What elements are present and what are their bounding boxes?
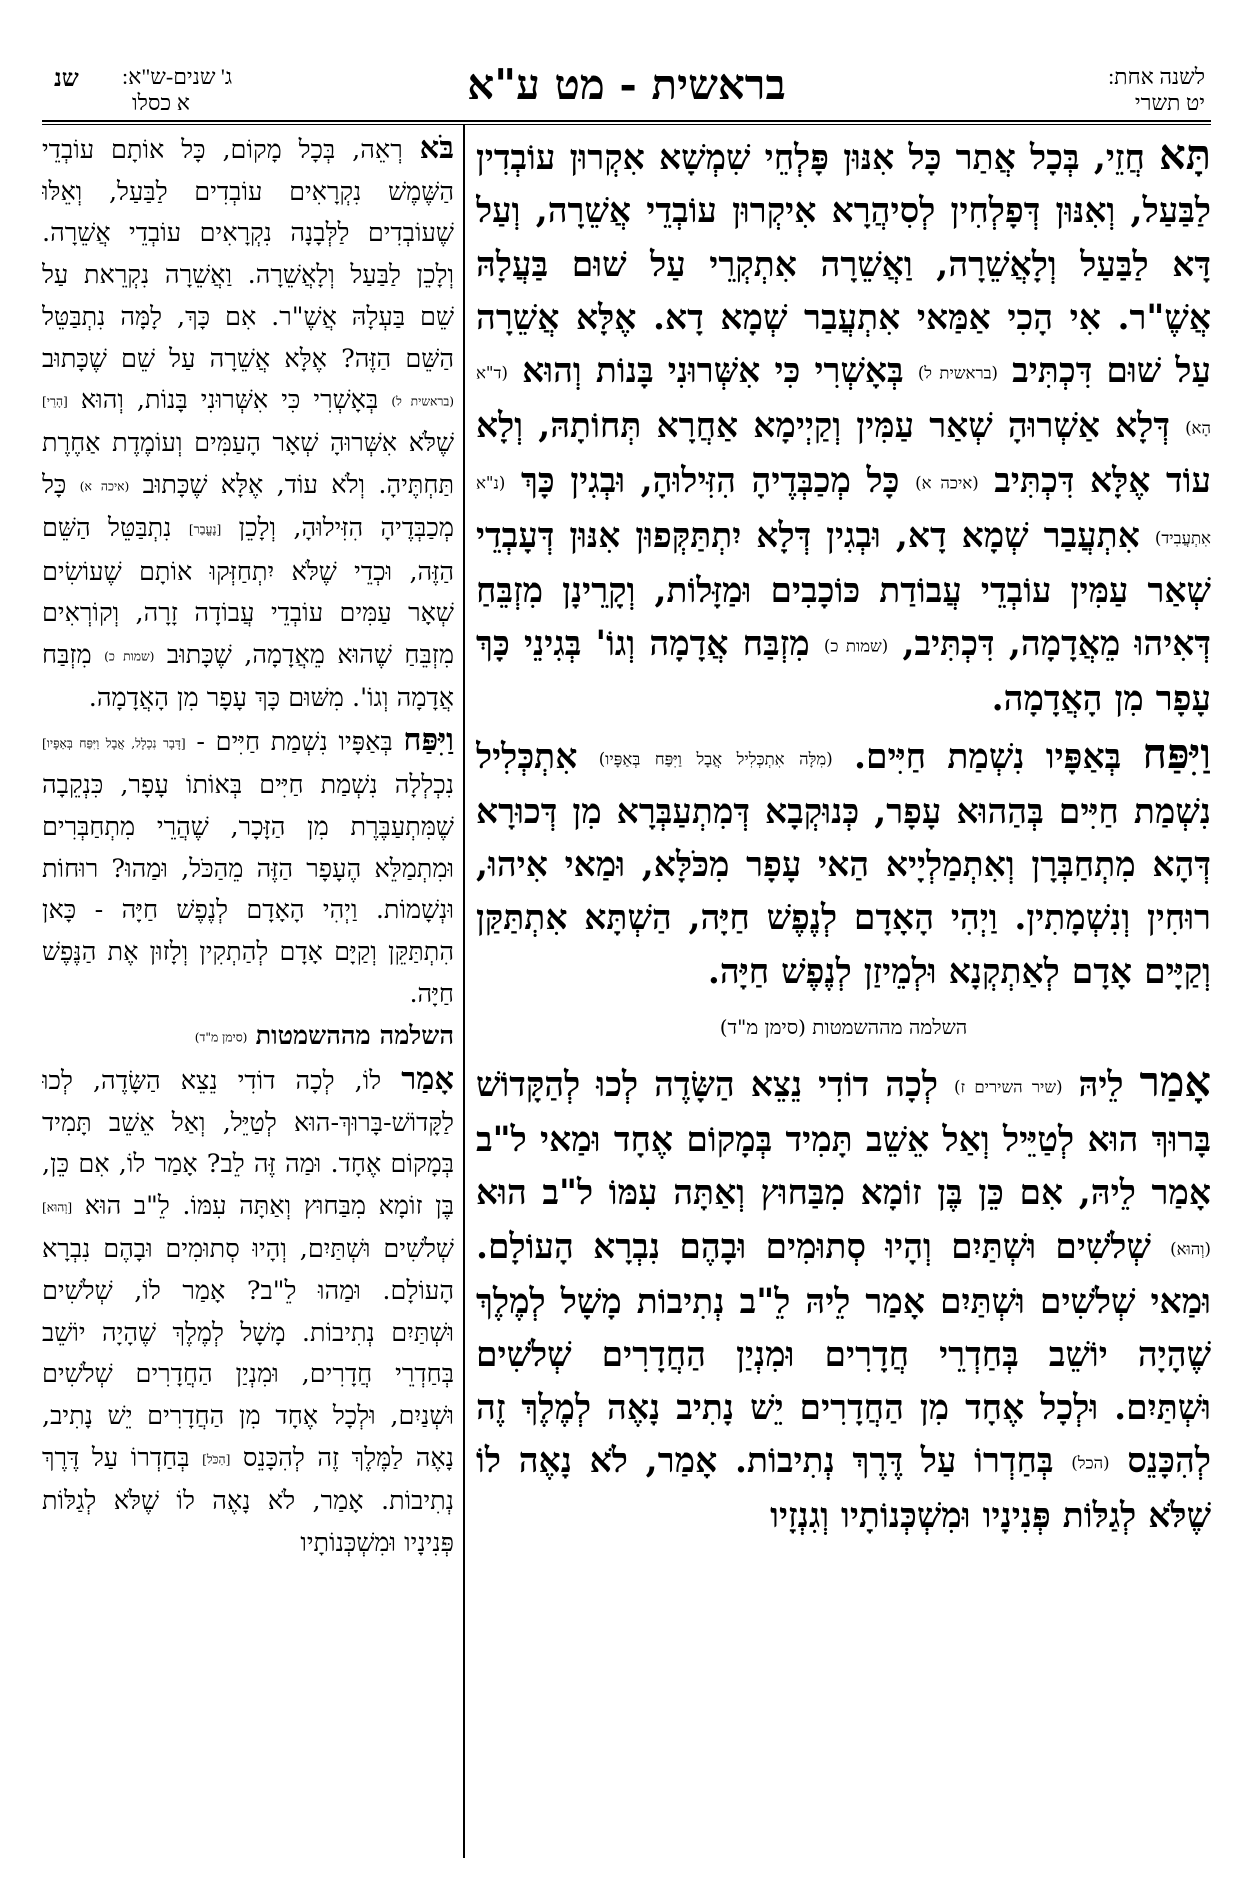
text-run: בְּחַדְרוֹ עַל דֶּרֶךְ נְתִיבוֹת. אָמַר, לֹא נָאֶה לוֹ שֶׁלֹּא לְגַלּוֹת פְּנִינָיו וּמִשְׁכְּנוֹתָיו וְגִנְזָיו	[476, 1441, 1211, 1537]
main-paragraph	[476, 128, 1211, 727]
text-run: לֵיהּ	[1062, 1064, 1140, 1105]
source-reference: (איכה א)	[79, 479, 130, 494]
text-run: לוֹ, לְכָה דוֹדִי נֵצֵא הַשָּׂדֶה, לְכוּ לַקָּדוֹשׁ-בָּרוּךְ-הוּא לְטַיֵּל, וְאַל אֵשֵׁב תָּמִיד בְּמָקוֹם אֶחָד. וּמַה זֶּה לֵב? אָמַר לוֹ, אִם כֵּן, בֶּן זוֹמָא מִבַּחוּץ וְאַתָּה עִמּוֹ. לֵ"ב הוּא	[42, 1065, 454, 1221]
opening-word: וַיִּפַּח	[1142, 728, 1211, 778]
source-reference: (איכה א)	[915, 473, 979, 493]
source-reference: (מִלָּה אִתְכְּלִיל אֲבָל וַיִּפַּח בְּאַפָּיו)	[598, 749, 833, 769]
column-divider	[463, 124, 465, 1858]
side-heading-ref: (סימן מ"ד)	[194, 1030, 248, 1045]
page-title: בראשית - מט ע"א	[467, 60, 786, 109]
side-paragraph	[42, 1059, 454, 1565]
header-rule	[42, 120, 1211, 122]
text-run: דְּלָא אַשְׁרוּהָ שְׁאַר עַמִּין וְקַיְימָא אַחֲרָא תְּחוֹתָהּ, וְלָא עוֹד אֶלָּא דִּכְתִּיב	[476, 406, 1211, 502]
opening-word: וַיִּפַּח	[403, 722, 454, 759]
source-reference: (ד"א הָא)	[476, 363, 1211, 438]
text-run: בְּאָשְׁרִי כִּי אִשְּׁרוּנִי בָּנוֹת, וְהוּא	[67, 385, 392, 416]
text-run: שְׁלֹשִׁים וּשְׁתַּיִם וְהָיוּ סְתוּמִים וּבָהֶם נִבְרָא הָעוֹלָם. וּמַאי שְׁלֹשִׁים וּשְׁתַּיִם אָמַר לֵיהּ לֵ"ב נְתִיבוֹת מָשָׁל לְמֶלֶךְ שֶׁהָיָה יוֹשֵׁב בְּחַדְרֵי חֲדָרִים וּמִנְיַן הַחֲדָרִים שְׁלֹשִׁים וּשְׁתַּיִם. וּלְכָל אֶחָד מִן הַחֲדָרִים יֵשׁ נָתִיב נָאֶה לְמֶלֶךְ זֶה לְהִכָּנֵס	[476, 1226, 1211, 1482]
study-schedule-one-year: לשנה אחת:	[1108, 64, 1205, 89]
page-number: שנ	[54, 66, 79, 92]
text-run: בְּאַפָּיו נִשְׁמַת חַיִּים.	[832, 736, 1143, 777]
source-reference: [נֶעֱבַר]	[188, 523, 222, 538]
source-reference: [דָּבָר נִכְלָל, אֲבָל וַיִּפַּח בְּאַפָּיו]	[42, 736, 186, 751]
text-run: חֲזֵי, בְּכָל אֲתַר כָּל אִנּוּן פָּלְחֵי שִׁמְשָׁא אִקְרוּן עוֹבְדִין לַבַּעַל, וְאִנּוּן דְּפָלְחִין לְסִיהֲרָא אִיקְרוּן עוֹבְדֵי אֲשֵׁרָה, וְעַל דָּא לַבַּעַל וְלָאֲשֵׁרָה, וַאֲשֵׁרָה אִתְקְרֵי עַל שׁוּם בַּעֲלָהּ אֲשֶׁ"ר. אִי הָכִי אַמַּאי אִתְעֲבַר שְׁמָא דָא. אֶלָּא אֲשֵׁרָה עַל שׁוּם דִּכְתִּיב	[476, 138, 1211, 392]
source-reference: (בראשית ל)	[391, 394, 454, 409]
text-run: שֶׁלֹּא אִשְּׁרוּהָ שְׁאָר הָעַמִּים וְעוֹמֶדֶת אַחֶרֶת תַּחְתֶּיהָ. וְלֹא עוֹד, אֶלָּא שֶׁכָּתוּב	[42, 428, 454, 501]
text-run: נִתְבַּטֵּל הַשֵּׁם הַזֶּה, וּכְדֵי שֶׁלֹּא יִתְחַזְּקוּ אוֹתָם שֶׁעוֹשִׂים שְׁאָר עַמִּים עוֹבְדֵי עֲבוֹדָה זָרָה, וְקוֹרְאִים מִזְבֵּחַ שֶׁהוּא מֵאֲדָמָה, שֶׁכָּתוּב	[42, 513, 454, 671]
source-reference: (שמות כ)	[104, 649, 155, 664]
source-reference: (וְהוּא)	[1170, 1239, 1211, 1259]
text-run: כָּל מְכַבְּדֶיהָ הִזִּילוּהָ, וּבְגִין כָּךְ	[505, 461, 916, 502]
source-reference: (בראשית ל)	[917, 363, 999, 383]
main-paragraph	[476, 1055, 1211, 1544]
text-run: לְכָה דוֹדִי נֵצֵא הַשָּׂדֶה לְכוּ לְהַקָּדוֹשׁ בָּרוּךְ הוּא לְטַיֵּיל וְאַל אֵשֵׁב תָּמִיד בְּמָקוֹם אֶחָד וּמַאי ל"ב אָמַר לֵיהּ, אִם כֵּן בֶּן זוֹמָא מִבַּחוּץ וְאַתָּה עִמּוֹ ל"ב הוּא	[476, 1064, 1211, 1214]
page-header	[42, 60, 1211, 120]
opening-word: בֹּא	[419, 130, 454, 166]
side-heading-text: השלמה מההשמטות	[255, 1020, 454, 1051]
source-reference: [הַכֹּל]	[202, 1452, 231, 1467]
text-run: בְּאָשְׁרִי כִּי אִשְּׁרוּנִי בָּנוֹת וְהוּא	[507, 351, 918, 392]
opening-word: אָמַר	[1139, 1056, 1211, 1106]
text-run: רְאֵה, בְּכָל מָקוֹם, כָּל אוֹתָם עוֹבְדֵי הַשֶּׁמֶשׁ נִקְרָאִים עוֹבְדִים לַבַּעַל, וְאֵלּוּ שֶׁעוֹבְדִים לַלְּבָנָה נִקְרָאִים עוֹבְדֵי אֲשֵׁרָה. וְלָכֵן לַבַּעַל וְלָאֲשֵׁרָה. וַאֲשֵׁרָה נִקְרֵאת עַל שֵׁם בַּעְלָהּ אֲשֶׁ"ר. אִם כָּךְ, לָמָּה נִתְבַּטֵּל הַשֵּׁם הַזֶּה? אֶלָּא אֲשֵׁרָה עַל שֵׁם שֶׁכָּתוּב	[42, 135, 454, 374]
text-run: בְּאַפָּיו נִשְׁמַת חַיִּים -	[185, 727, 404, 758]
text-run: שְׁלֹשִׁים וּשְׁתַּיִם, וְהָיוּ סְתוּמִים וּבָהֶם נִבְרָא הָעוֹלָם. וּמַהוּ לֵ"ב? אָמַר לוֹ, שְׁלֹשִׁים וּשְׁתַּיִם נְתִיבוֹת. מָשָׁל לְמֶלֶךְ שֶׁהָיָה יוֹשֵׁב בְּחַדְרֵי חֲדָרִים, וּמִנְיַן הַחֲדָרִים שְׁלֹשִׁים וּשְׁנַיִם, וּלְכָל אֶחָד מִן הַחֲדָרִים יֵשׁ נָתִיב, נָאֶה לַמֶּלֶךְ זֶה לְהִכָּנֵס	[42, 1234, 454, 1473]
text-run: נִכְלְלָה נִשְׁמַת חַיִּים בְּאוֹתוֹ עָפָר, כִּנְקֵבָה שֶׁמִּתְעַבֶּרֶת מִן הַזָּכָר, שֶׁהֲרֵי מִתְחַבְּרִים וּמִתְמַלֵּא הֶעָפָר הַזֶּה מֵהַכֹּל, וּמַהוּ? רוּחוֹת וּנְשָׁמוֹת. וַיְהִי הָאָדָם לְנֶפֶשׁ חַיָּה - כָּאן הִתְתַּקֵּן וְקַיָּם אָדָם לְהַתְקִין וְלָזוּן אֶת הַנֶּפֶשׁ חַיָּה.	[42, 770, 454, 1009]
opening-word: אָמַר	[401, 1060, 454, 1097]
text-run: אִתְכְּלִיל נִשְׁמַת חַיִּים בְּהַהוּא עָפָר, כְּנוּקְבָא דְּמִתְעַבְּרָא מִן דְּכוּרָא דְּהָא מִתְחַבְּרָן וְאִתְמַלְיָיא הַאי עָפָר מִכֹּלָּא, וּמַאי אִיהוּ, רוּחִין וְנִשְׁמָתִין. וַיְהִי הָאָדָם לְנֶפֶשׁ חַיָּה, הַשְׁתָּא אִתְתַּקַּן וְקַיָּים אָדָם לְאַתְקְנָא וּלְמֵיזַן לְנֶפֶשׁ חַיָּה.	[476, 736, 1211, 992]
text-run: מִזְבַּח אֲדָמָה וְגוֹ' בְּגִינֵי כָּךְ עָפָר מִן הָאֲדָמָה.	[476, 624, 1211, 720]
source-reference: [וְהוּא]	[42, 1200, 73, 1215]
source-reference: (שמות כ)	[823, 637, 889, 657]
hebrew-translation-column	[42, 128, 454, 1858]
main-section-heading: השלמה מההשמטות (סימן מ"ד)	[719, 1014, 968, 1039]
main-paragraph	[476, 727, 1211, 999]
study-date-one-year: יט תשרי	[1134, 90, 1205, 115]
side-paragraph	[42, 720, 454, 1015]
source-reference: (הכל)	[1071, 1454, 1110, 1474]
text-run: בְּחַדְרוֹ עַל דֶּרֶךְ נְתִיבוֹת. אָמַר, לֹא נָאֶה לוֹ שֶׁלֹּא לְגַלּוֹת פְּנִינָיו וּמִשְׁכְּנוֹתָיו	[42, 1442, 454, 1558]
study-date-three-years: א כסלו	[132, 90, 190, 115]
side-paragraph	[42, 128, 454, 720]
source-reference: (שיר השירים ז)	[954, 1077, 1063, 1097]
opening-word: תָּא	[1159, 130, 1211, 179]
study-schedule-three-years: ג' שנים-ש"א:	[122, 64, 233, 89]
side-section-heading	[42, 1016, 454, 1059]
header-rule-thin	[42, 124, 1211, 125]
text-run: מִזְבַּח אֲדָמָה וְגוֹ'. מִשּׁוּם כָּךְ עָפָר מִן הָאֲדָמָה.	[42, 640, 454, 714]
source-reference: (נ"א אִתְעֲבִיד)	[476, 473, 1211, 548]
text-run: אִתְעֲבַר שְׁמָא דָא, וּבְגִין דְּלָא יִתְתַּקְּפוּן אִנּוּן דְּעָבְדֵי שְׁאַר עַמִּין עוֹבְדֵי עֲבוֹדַת כּוֹכָבִים וּמַזָּלוֹת, וְקָרֵינָן מִזְבֵּחַ דְּאִיהוּ מֵאֲדָמָה, דִּכְתִּיב,	[476, 516, 1211, 665]
main-aramaic-column	[476, 128, 1211, 1858]
source-reference: [הָרֵי]	[42, 394, 68, 409]
text-run: כָּל מְכַבְּדֶיהָ הִזִּילוּהָ, וְלָכֵן	[42, 470, 454, 544]
